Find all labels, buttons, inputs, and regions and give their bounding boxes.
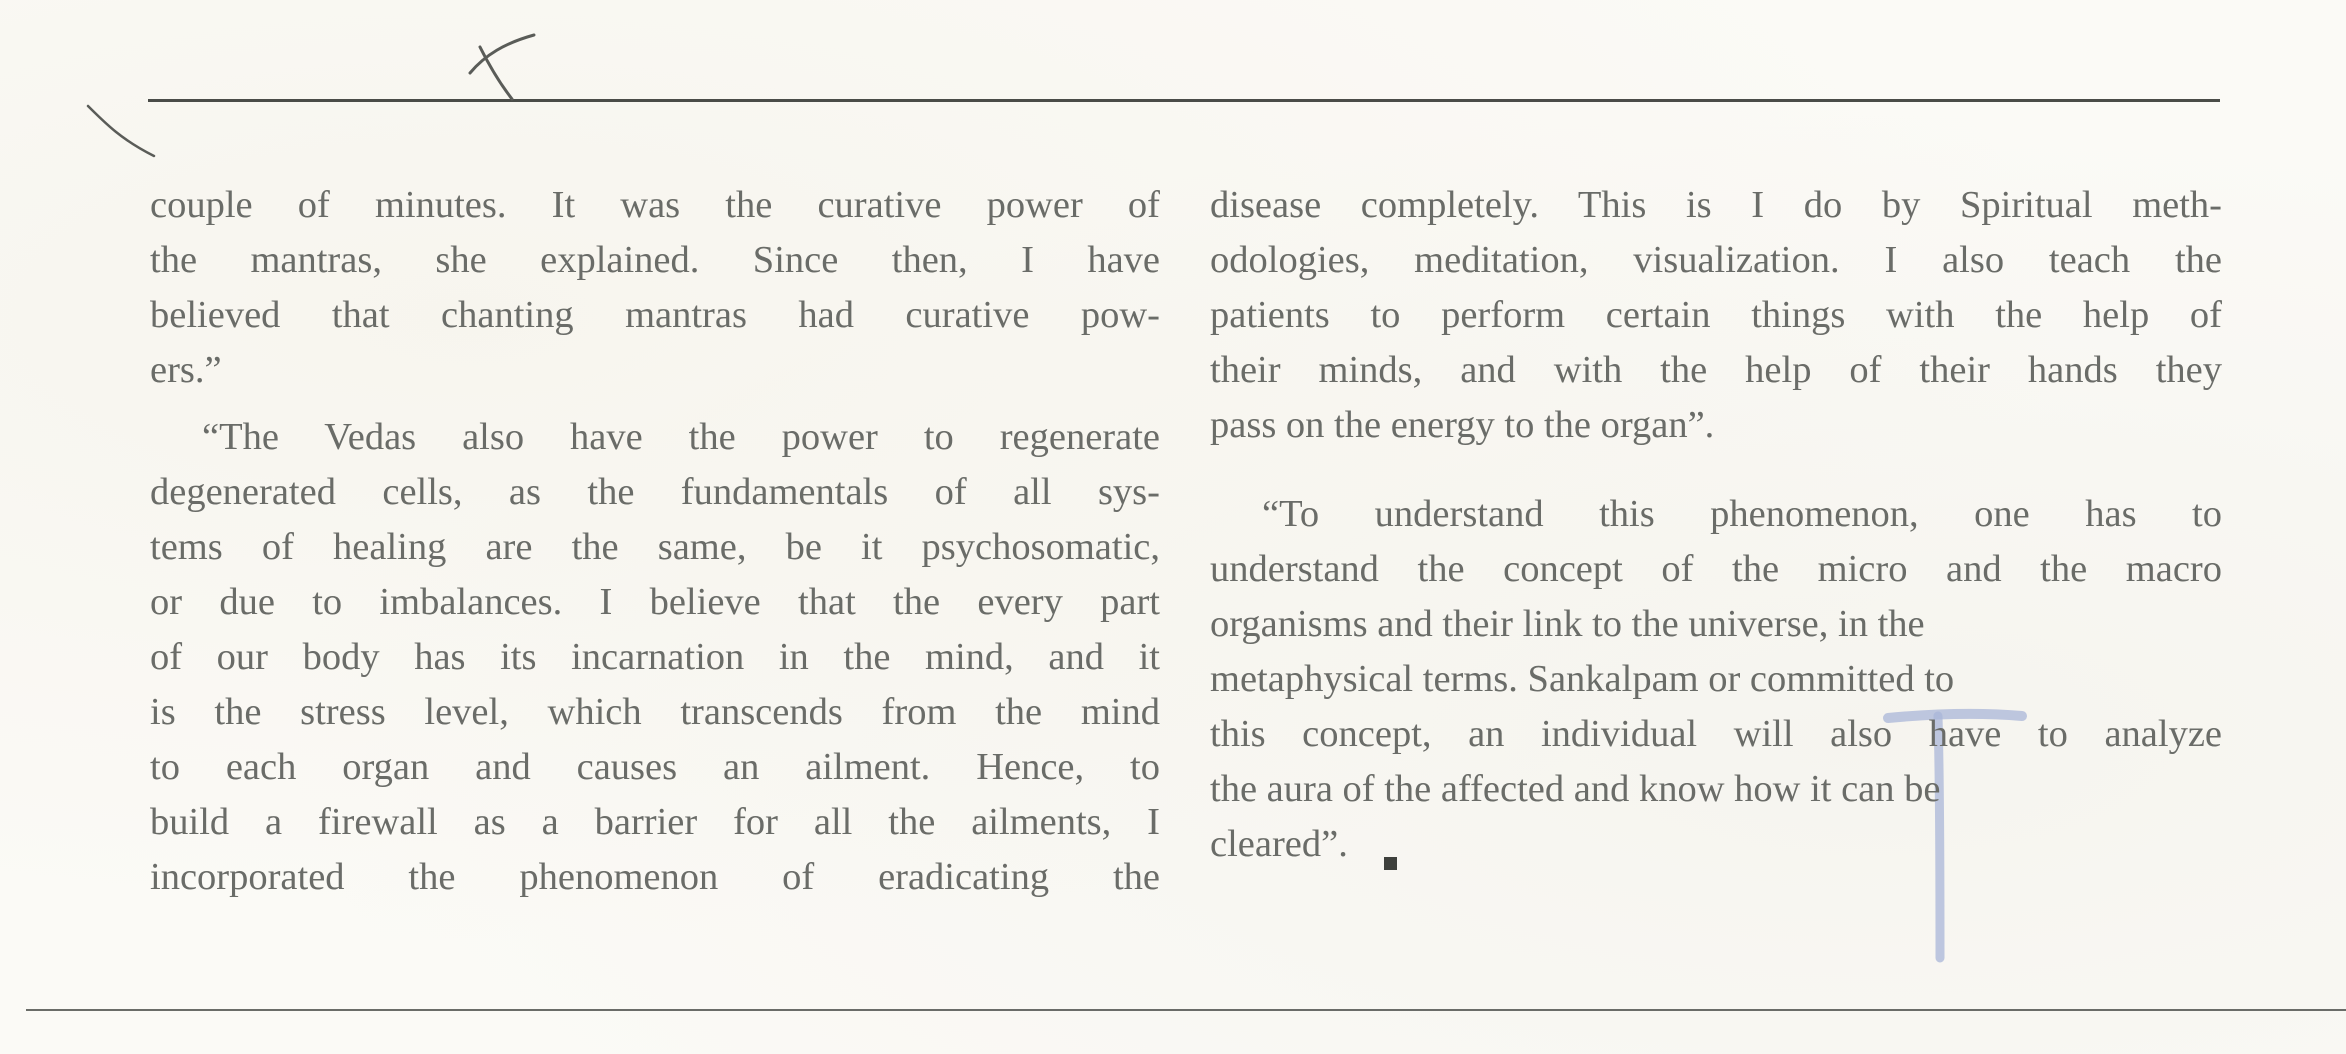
text-line: believed that chanting mantras had curative pow- — [150, 294, 1160, 336]
text-line: tems of healing are the same, be it psychosomatic, — [150, 526, 1160, 568]
text-line: ers.” — [150, 349, 222, 391]
final-text: cleared”. — [1210, 823, 1348, 865]
end-of-article-square-icon — [1384, 857, 1397, 870]
right-paragraph-1 — [1210, 178, 2222, 453]
text-line: of our body has its incarnation in the mind, and it — [150, 636, 1160, 678]
text-line: “The Vedas also have the power to regenerate — [202, 416, 1160, 458]
text-line: odologies, meditation, visualization. I also teach the — [1210, 239, 2222, 281]
text-line: couple of minutes. It was the curative power of — [150, 184, 1160, 226]
text-line: the aura of the affected and know how it can be — [1210, 768, 1941, 810]
text-line: degenerated cells, as the fundamentals of all sys- — [150, 471, 1160, 513]
text-line: pass on the energy to the organ”. — [1210, 404, 1715, 446]
text-line: incorporated the phenomenon of eradicating the — [150, 856, 1160, 898]
text-line: disease completely. This is I do by Spiritual meth- — [1210, 184, 2222, 226]
bottom-rule — [26, 1009, 2346, 1011]
text-line: or due to imbalances. I believe that the every part — [150, 581, 1160, 623]
text-line: to each organ and causes an ailment. Hence, to — [150, 746, 1160, 788]
text-line: metaphysical terms. Sankalpam or committed to — [1210, 658, 1955, 700]
pencil-cross-mark — [450, 25, 550, 105]
top-rule — [148, 99, 2220, 102]
text-line: patients to perform certain things with the help of — [1210, 294, 2222, 336]
left-column — [150, 178, 1160, 905]
right-paragraph-2 — [1210, 487, 2222, 872]
text-line: this concept, an individual will also have to analyze — [1210, 713, 2222, 755]
left-paragraph-1 — [150, 178, 1160, 398]
text-line: the mantras, she explained. Since then, I have — [150, 239, 1160, 281]
text-line: organisms and their link to the universe, in the — [1210, 603, 1925, 645]
text-line: is the stress level, which transcends from the mind — [150, 691, 1160, 733]
text-line: their minds, and with the help of their hands they — [1210, 349, 2222, 391]
left-paragraph-2 — [150, 410, 1160, 905]
right-column — [1210, 178, 2222, 872]
text-line: understand the concept of the micro and the macro — [1210, 548, 2222, 590]
pencil-tick-mark — [84, 100, 164, 170]
text-line-final — [1210, 817, 2222, 872]
text-line: build a firewall as a barrier for all the ailments, I — [150, 801, 1160, 843]
text-line: “To understand this phenomenon, one has to — [1262, 493, 2222, 535]
